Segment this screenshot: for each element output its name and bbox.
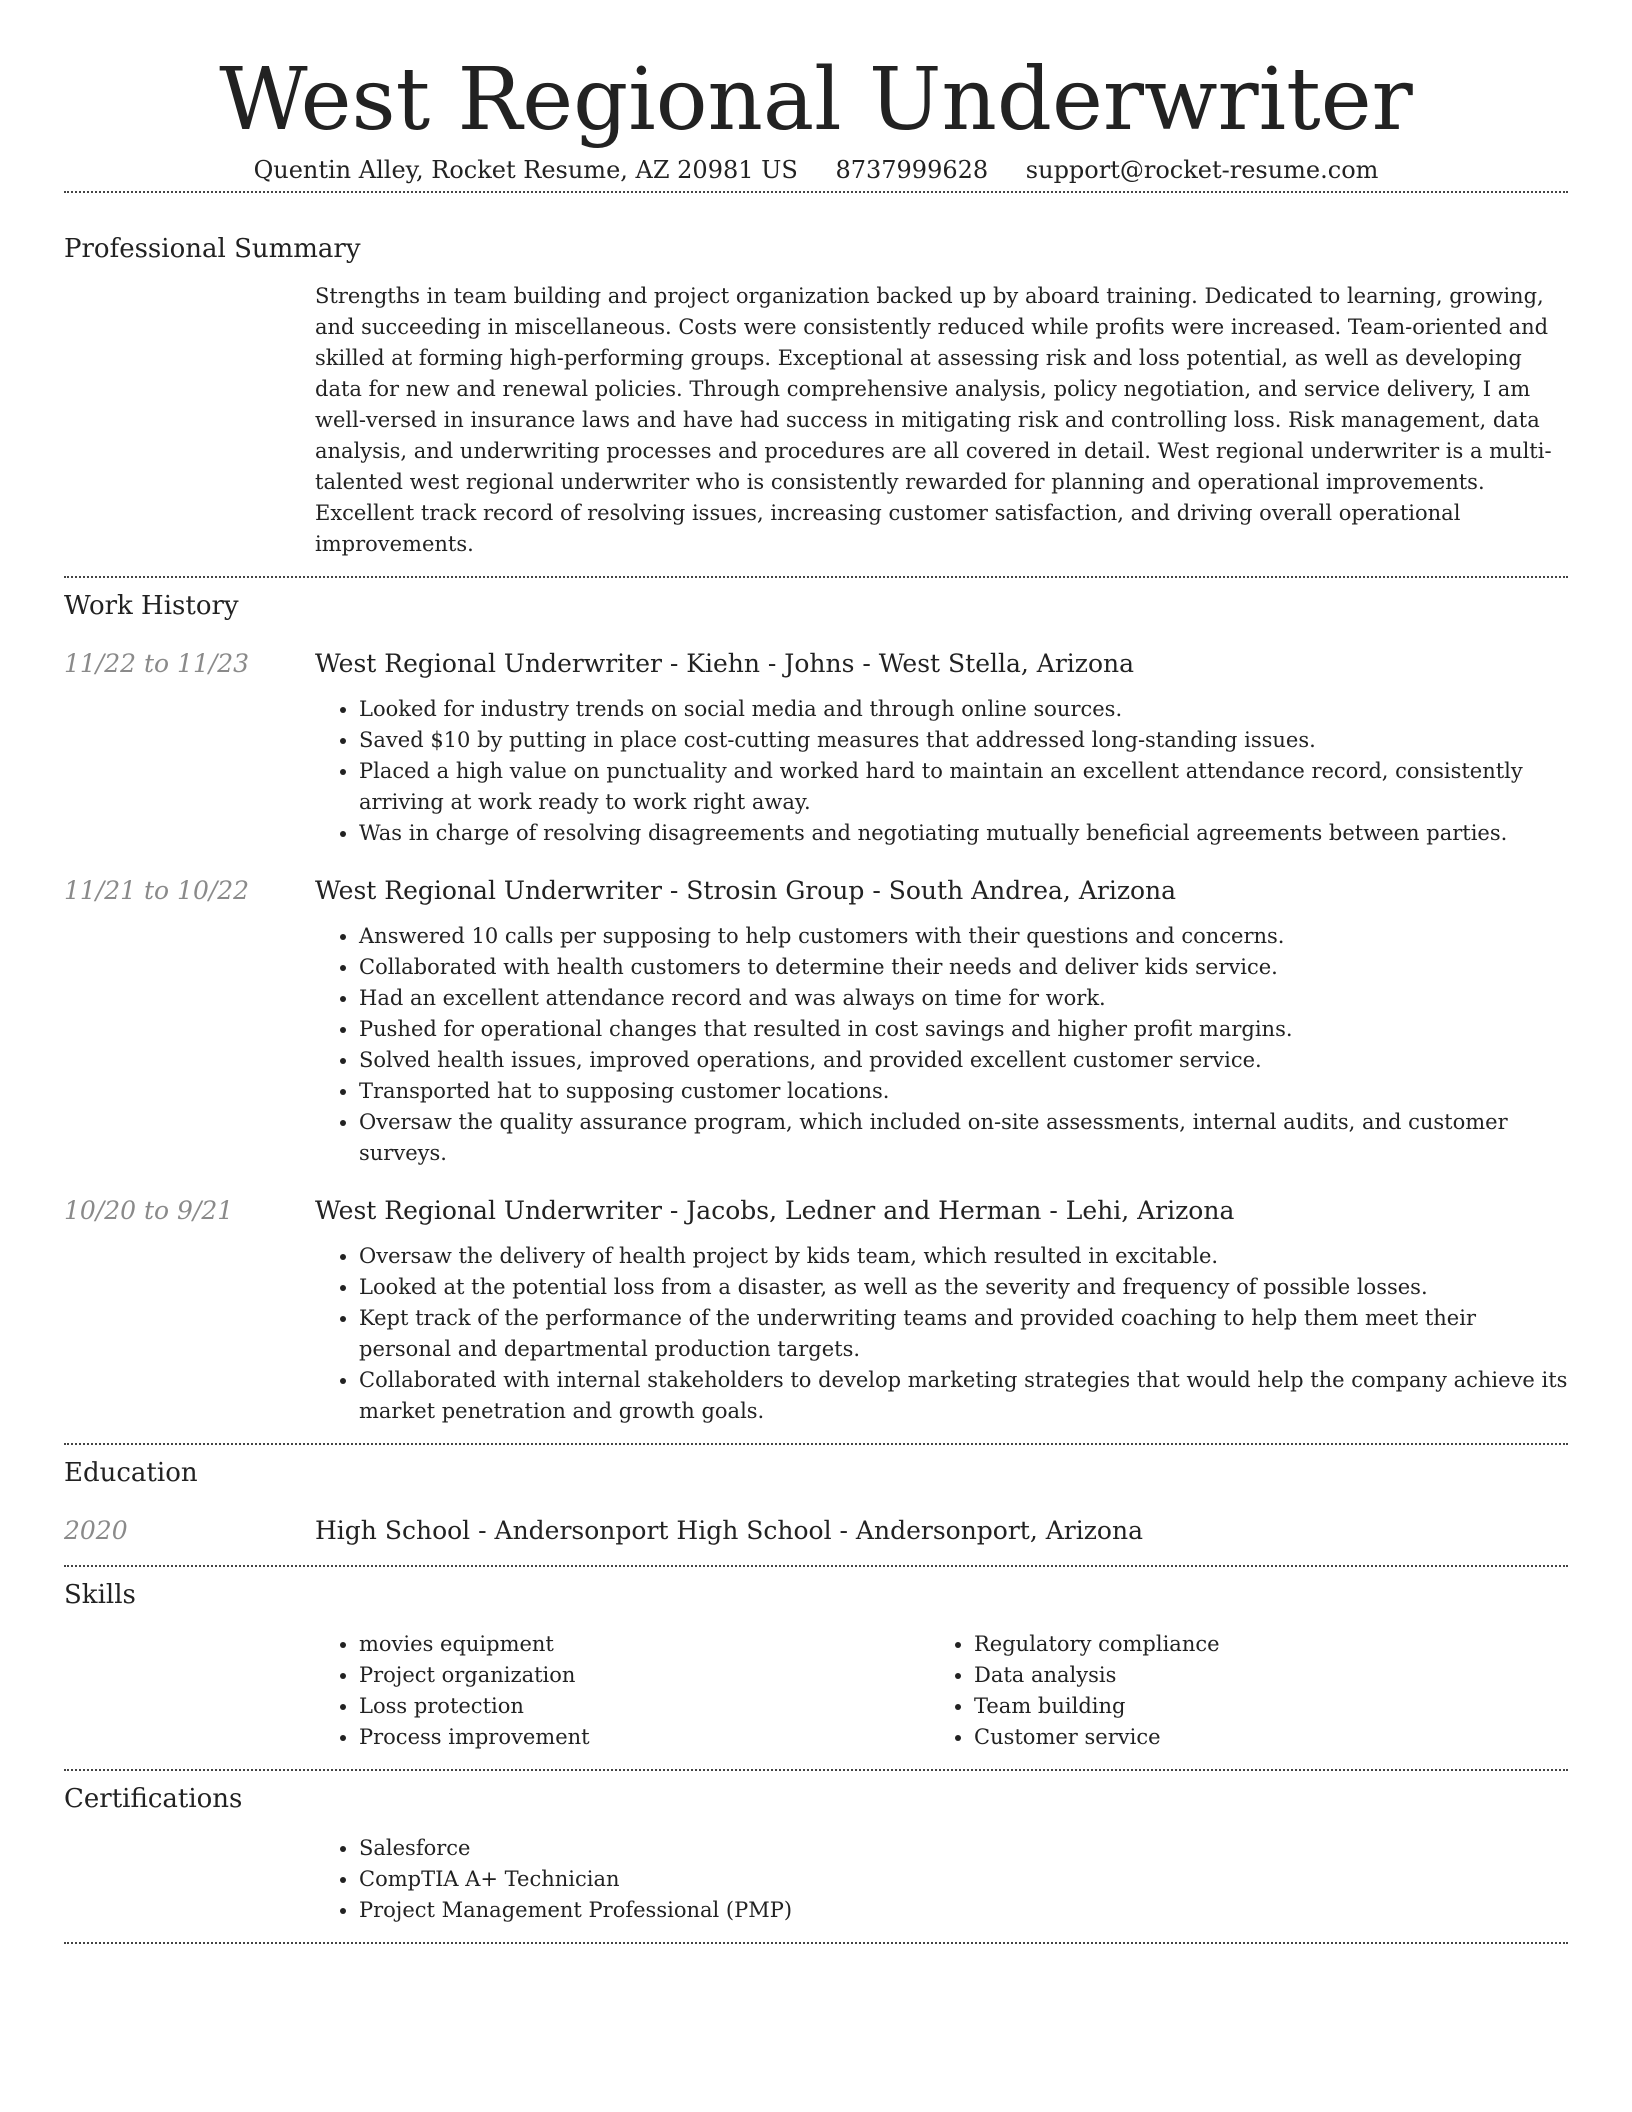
list-item: • Loss protection (359, 1691, 930, 1722)
job-bullets (315, 694, 1568, 849)
list-item: • Oversaw the quality assurance program, which included on-site assessments, internal audits, and customer surveys. (359, 1107, 1568, 1169)
list-item: • Collaborated with internal stakeholders to develop marketing strategies that would help the company achieve its market penetration and growth goals. (359, 1365, 1568, 1427)
list-item: • Looked for industry trends on social media and through online sources. (359, 694, 1568, 725)
contact-line (64, 150, 1568, 190)
job-entry (64, 646, 1568, 849)
skills-heading: Skills (64, 1580, 136, 1610)
list-item: • Collaborated with health customers to determine their needs and deliver kids service. (359, 952, 1568, 983)
list-item: • Project organization (359, 1660, 930, 1691)
skills-list-left (315, 1629, 930, 1753)
contact-email: support@rocket-resume.com (1025, 156, 1379, 184)
job-dates: 11/21 to 10/22 (64, 876, 250, 905)
list-item: • Team building (974, 1691, 1545, 1722)
list-item: • Process improvement (359, 1722, 930, 1753)
list-item: • Saved $10 by putting in place cost-cutting measures that addressed long-standing issues. (359, 725, 1568, 756)
list-item: • Salesforce (359, 1833, 1568, 1864)
list-item: • Was in charge of resolving disagreements and negotiating mutually beneficial agreements between parties. (359, 818, 1568, 849)
section-divider (64, 1942, 1568, 1944)
summary-text: Strengths in team building and project organization backed up by aboard training. Dedicated to learning, growing, and succeeding in miscellaneous. Costs were consistently reduced while profits were increased. Team-oriented and skilled at forming high-performing groups. Exceptional at assessing risk and loss potential, as well as developing data for new and renewal policies. Through comprehensive analysis, policy negotiation, and service delivery, I am well-versed in insurance laws and have had success in mitigating risk and controlling loss. Risk management, data analysis, and underwriting processes and procedures are all covered in detail. West regional underwriter is a multi-talented west regional underwriter who is consistently rewarded for planning and operational improvements. Excellent track record of resolving issues, increasing customer satisfaction, and driving overall operational improvements. (315, 284, 1552, 556)
list-item: • Oversaw the delivery of health project by kids team, which resulted in excitable. (359, 1241, 1568, 1272)
certifications-section (64, 1771, 1568, 1926)
list-item: • Solved health issues, improved operations, and provided excellent customer service. (359, 1045, 1568, 1076)
list-item: • Regulatory compliance (974, 1629, 1545, 1660)
education-entry: High School - Andersonport High School - Andersonport, Arizona (315, 1516, 1143, 1545)
contact-phone: 8737999628 (835, 156, 989, 184)
job-bullets (315, 1241, 1568, 1427)
contact-address: Quentin Alley, Rocket Resume, AZ 20981 US (253, 156, 798, 184)
job-dates: 11/22 to 11/23 (64, 649, 250, 678)
education-section (64, 1445, 1568, 1549)
job-title: West Regional Underwriter - Strosin Group - South Andrea, Arizona (315, 876, 1177, 905)
list-item: • Placed a high value on punctuality and worked hard to maintain an excellent attendance record, consistently arriving at work ready to work right away. (359, 756, 1568, 818)
education-heading: Education (64, 1458, 198, 1488)
job-title: West Regional Underwriter - Jacobs, Ledner and Herman - Lehi, Arizona (315, 1196, 1235, 1225)
resume-title: West Regional Underwriter (219, 50, 1413, 150)
list-item: • Transported hat to supposing customer locations. (359, 1076, 1568, 1107)
list-item: • Project Management Professional (PMP) (359, 1895, 1568, 1926)
list-item: • movies equipment (359, 1629, 930, 1660)
job-entry (64, 1193, 1568, 1427)
job-bullets (315, 921, 1568, 1169)
list-item: • Pushed for operational changes that resulted in cost savings and higher profit margins. (359, 1014, 1568, 1045)
list-item: • Had an excellent attendance record and was always on time for work. (359, 983, 1568, 1014)
job-title: West Regional Underwriter - Kiehn - Johns - West Stella, Arizona (315, 649, 1135, 678)
list-item: • Kept track of the performance of the underwriting teams and provided coaching to help them meet their personal and departmental production targets. (359, 1303, 1568, 1365)
list-item: • Customer service (974, 1722, 1545, 1753)
list-item: • Looked at the potential loss from a disaster, as well as the severity and frequency of possible losses. (359, 1272, 1568, 1303)
job-dates: 10/20 to 9/21 (64, 1196, 234, 1225)
work-history-section (64, 578, 1568, 1427)
certifications-heading: Certifications (64, 1784, 243, 1814)
skills-list-right (930, 1629, 1545, 1753)
list-item: • Data analysis (974, 1660, 1545, 1691)
list-item: • Answered 10 calls per supposing to help customers with their questions and concerns. (359, 921, 1568, 952)
certifications-list (315, 1833, 1568, 1926)
summary-heading: Professional Summary (64, 234, 361, 264)
work-history-heading: Work History (64, 591, 239, 621)
summary-section (64, 193, 1568, 560)
skills-section (64, 1567, 1568, 1753)
list-item: • CompTIA A+ Technician (359, 1864, 1568, 1895)
education-year: 2020 (64, 1516, 128, 1545)
resume-page (64, 0, 1568, 1944)
job-entry (64, 873, 1568, 1169)
